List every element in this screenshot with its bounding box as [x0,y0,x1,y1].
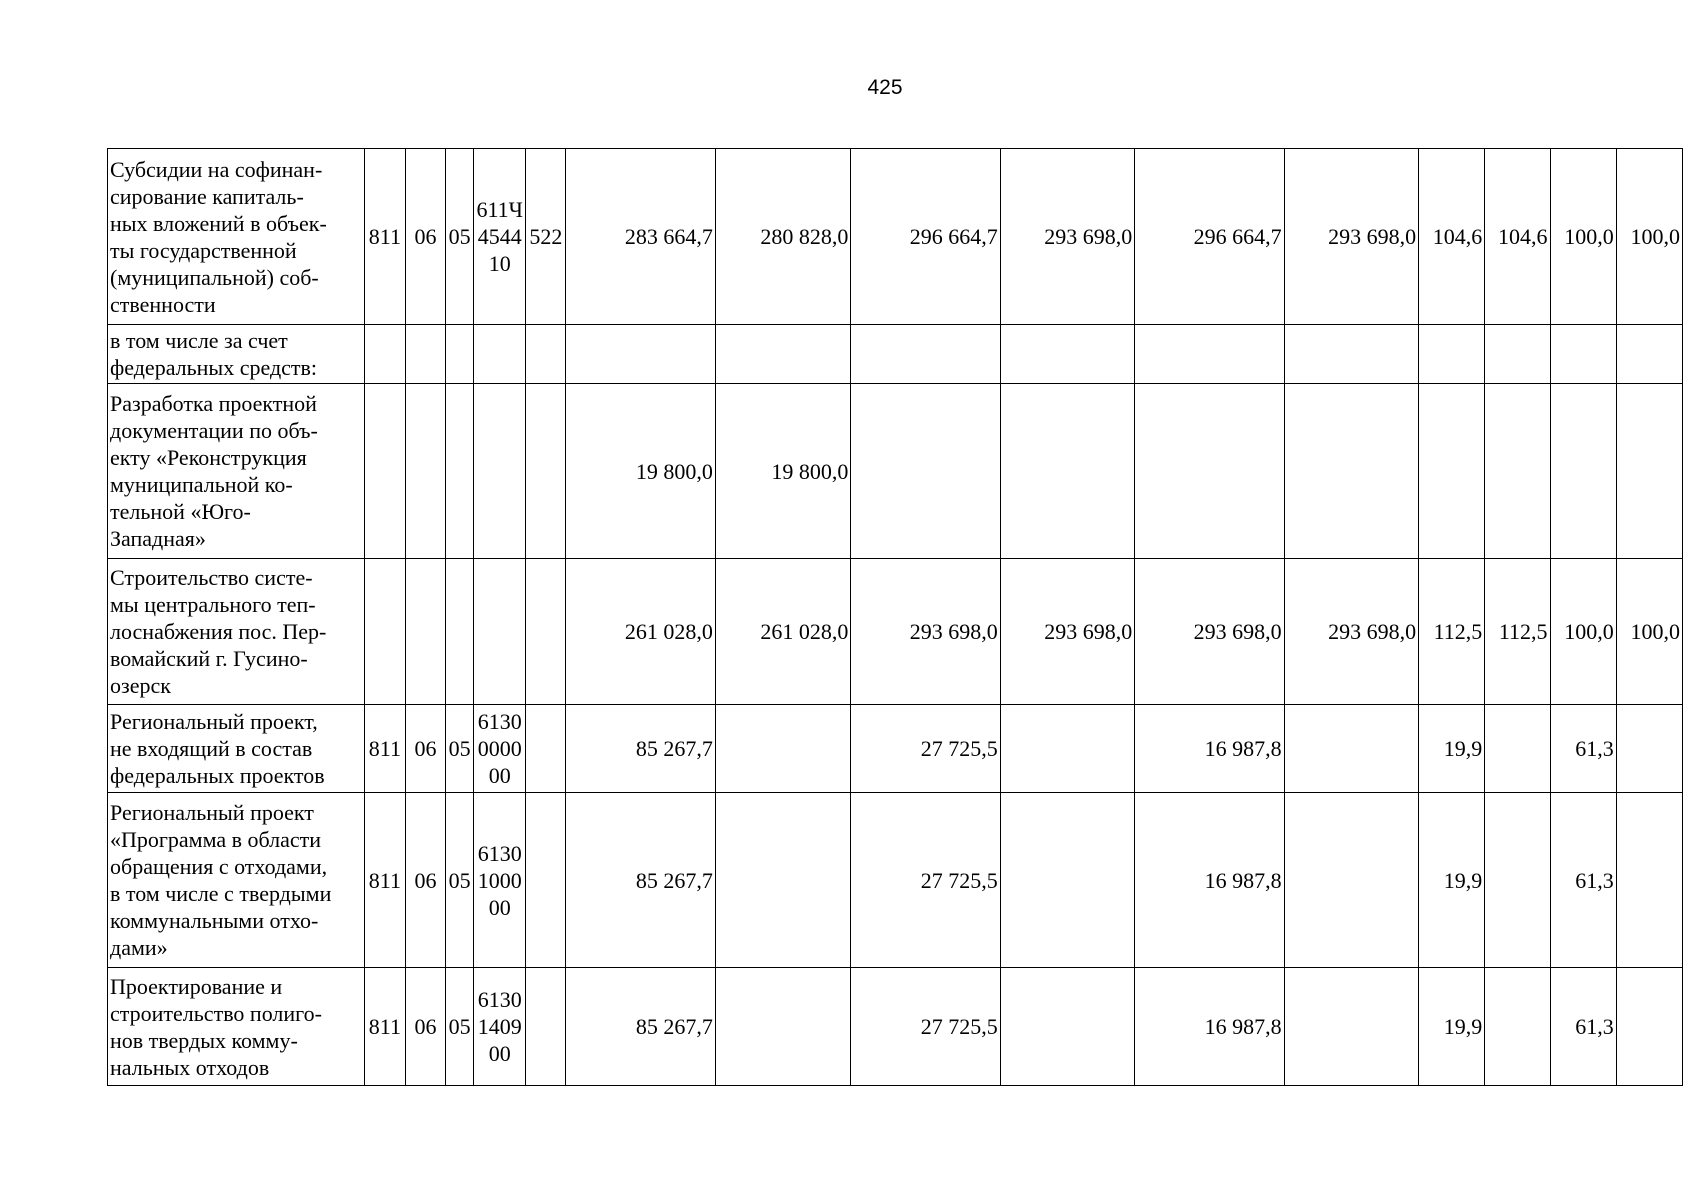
amount-cell: 261 028,0 [715,559,850,705]
amount-cell: 280 828,0 [715,149,850,325]
percent-cell [1419,384,1485,559]
amount-cell: 293 698,0 [1284,149,1418,325]
section-code: 06 [405,968,445,1086]
amount-cell: 27 725,5 [851,705,1000,793]
table-row [108,325,1683,384]
percent-cell [1616,384,1682,559]
percent-cell [1485,384,1550,559]
amount-cell [715,325,850,384]
amount-cell [851,325,1000,384]
target-article-code: 6130 0000 00 [474,705,526,793]
target-article-code: 6130 1000 00 [474,793,526,968]
amount-cell [1000,384,1134,559]
amount-cell [1000,325,1134,384]
subsection-code [446,559,474,705]
amount-cell [1000,705,1134,793]
section-code: 06 [405,793,445,968]
amount-cell [566,325,715,384]
amount-cell: 293 698,0 [851,559,1000,705]
percent-cell: 19,9 [1419,705,1485,793]
target-article-code: 6130 1409 00 [474,968,526,1086]
grbs-code [364,559,405,705]
percent-cell: 61,3 [1550,968,1616,1086]
amount-cell [1000,793,1134,968]
amount-cell: 85 267,7 [566,968,715,1086]
row-name: Строительство систе- мы центрального теп- лоснабжения пос. Пер- вомайский г. Гусино- озерск [108,559,365,705]
grbs-code: 811 [364,968,405,1086]
amount-cell: 296 664,7 [851,149,1000,325]
expense-type-code [526,968,566,1086]
amount-cell: 293 698,0 [1135,559,1284,705]
percent-cell: 112,5 [1485,559,1550,705]
amount-cell: 19 800,0 [715,384,850,559]
page-number: 425 [867,76,903,99]
amount-cell [851,384,1000,559]
table-row [108,559,1683,705]
expense-type-code [526,705,566,793]
section-code [405,325,445,384]
target-article-code [474,384,526,559]
percent-cell: 100,0 [1550,149,1616,325]
amount-cell: 283 664,7 [566,149,715,325]
percent-cell: 100,0 [1616,559,1682,705]
amount-cell [715,705,850,793]
amount-cell [1284,968,1418,1086]
amount-cell: 19 800,0 [566,384,715,559]
target-article-code [474,559,526,705]
expense-type-code [526,384,566,559]
percent-cell [1616,968,1682,1086]
amount-cell: 85 267,7 [566,793,715,968]
amount-cell: 293 698,0 [1000,559,1134,705]
amount-cell: 16 987,8 [1135,968,1284,1086]
row-name: Разработка проектной документации по объ- екту «Реконструкция муниципальной ко- тельной «Юго- Западная» [108,384,365,559]
subsection-code: 05 [446,968,474,1086]
percent-cell [1485,705,1550,793]
amount-cell: 16 987,8 [1135,705,1284,793]
subsection-code: 05 [446,793,474,968]
table-row [108,384,1683,559]
subsection-code [446,325,474,384]
amount-cell [1000,968,1134,1086]
target-article-code [474,325,526,384]
amount-cell: 27 725,5 [851,793,1000,968]
amount-cell [1284,325,1418,384]
section-code: 06 [405,705,445,793]
row-name: Проектирование и строительство полиго- нов твердых комму- нальных отходов [108,968,365,1086]
amount-cell [1135,384,1284,559]
amount-cell [1284,384,1418,559]
expense-type-code [526,793,566,968]
budget-table [107,148,1683,1086]
percent-cell: 100,0 [1550,559,1616,705]
amount-cell: 293 698,0 [1284,559,1418,705]
subsection-code [446,384,474,559]
grbs-code: 811 [364,705,405,793]
table-row [108,793,1683,968]
grbs-code: 811 [364,149,405,325]
target-article-code: 611Ч 4544 10 [474,149,526,325]
percent-cell: 61,3 [1550,705,1616,793]
percent-cell [1550,384,1616,559]
percent-cell: 104,6 [1419,149,1485,325]
amount-cell: 293 698,0 [1000,149,1134,325]
amount-cell [1284,705,1418,793]
percent-cell: 112,5 [1419,559,1485,705]
table-row [108,968,1683,1086]
percent-cell [1616,705,1682,793]
amount-cell: 261 028,0 [566,559,715,705]
amount-cell [1135,325,1284,384]
section-code: 06 [405,149,445,325]
row-name: в том числе за счет федеральных средств: [108,325,365,384]
percent-cell: 19,9 [1419,793,1485,968]
expense-type-code [526,559,566,705]
amount-cell [715,793,850,968]
grbs-code [364,384,405,559]
percent-cell [1485,793,1550,968]
percent-cell: 19,9 [1419,968,1485,1086]
table-row [108,705,1683,793]
section-code [405,384,445,559]
amount-cell: 16 987,8 [1135,793,1284,968]
expense-type-code: 522 [526,149,566,325]
percent-cell [1616,793,1682,968]
amount-cell: 27 725,5 [851,968,1000,1086]
percent-cell [1550,325,1616,384]
percent-cell [1419,325,1485,384]
amount-cell: 296 664,7 [1135,149,1284,325]
percent-cell: 100,0 [1616,149,1682,325]
percent-cell: 61,3 [1550,793,1616,968]
percent-cell: 104,6 [1485,149,1550,325]
percent-cell [1485,968,1550,1086]
expense-type-code [526,325,566,384]
amount-cell [715,968,850,1086]
row-name: Региональный проект «Программа в области обращения с отходами, в том числе с твердыми коммунальными отхо- дами» [108,793,365,968]
grbs-code: 811 [364,793,405,968]
grbs-code [364,325,405,384]
row-name: Субсидии на софинан- сирование капиталь- ных вложений в объек- ты государственной (муниципальной) соб- ственности [108,149,365,325]
table-row [108,149,1683,325]
amount-cell [1284,793,1418,968]
subsection-code: 05 [446,705,474,793]
row-name: Региональный проект, не входящий в состав федеральных проектов [108,705,365,793]
percent-cell [1616,325,1682,384]
amount-cell: 85 267,7 [566,705,715,793]
section-code [405,559,445,705]
subsection-code: 05 [446,149,474,325]
percent-cell [1485,325,1550,384]
